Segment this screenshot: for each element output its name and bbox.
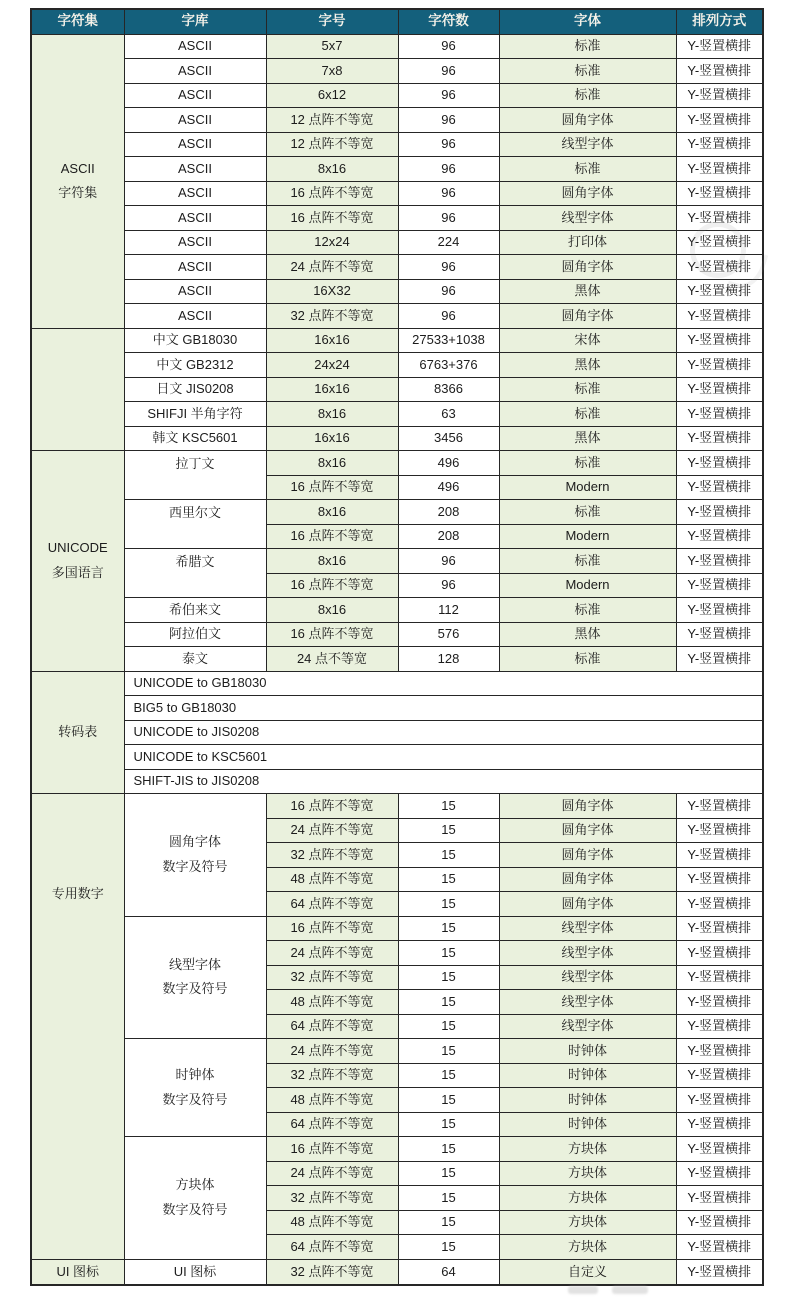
- table-row: [31, 59, 763, 84]
- table-row: [31, 622, 763, 647]
- lib-cell: SHIFJI 半角字符: [124, 402, 266, 427]
- count-cell: 96: [398, 255, 499, 280]
- size-cell: 16 点阵不等宽: [266, 206, 398, 231]
- count-cell: 15: [398, 1014, 499, 1039]
- arrangement-cell: Y-竖置横排: [676, 990, 763, 1015]
- size-cell: 5x7: [266, 34, 398, 59]
- arrangement-cell: Y-竖置横排: [676, 573, 763, 598]
- font-cell: 打印体: [499, 230, 676, 255]
- count-cell: 96: [398, 108, 499, 133]
- section-label-cell: UI 图标: [31, 1259, 124, 1285]
- table-row: [31, 769, 763, 794]
- count-cell: 15: [398, 794, 499, 819]
- arrangement-cell: Y-竖置横排: [676, 475, 763, 500]
- arrangement-cell: Y-竖置横排: [676, 622, 763, 647]
- table-row: [31, 132, 763, 157]
- arrangement-cell: Y-竖置横排: [676, 818, 763, 843]
- lib-cell: ASCII: [124, 181, 266, 206]
- font-cell: 标准: [499, 500, 676, 525]
- lib-cell: 希腊文: [124, 549, 266, 598]
- font-cell: 标准: [499, 157, 676, 182]
- size-cell: 32 点阵不等宽: [266, 1186, 398, 1211]
- size-cell: 8x16: [266, 500, 398, 525]
- font-cell: 标准: [499, 451, 676, 476]
- size-cell: 48 点阵不等宽: [266, 867, 398, 892]
- section-label-cell: 专用数字: [31, 794, 124, 1260]
- header-fontstyle: 字体: [499, 9, 676, 34]
- arrangement-cell: Y-竖置横排: [676, 500, 763, 525]
- size-cell: 16 点阵不等宽: [266, 1137, 398, 1162]
- arrangement-cell: Y-竖置横排: [676, 598, 763, 623]
- arrangement-cell: Y-竖置横排: [676, 549, 763, 574]
- count-cell: 15: [398, 965, 499, 990]
- count-cell: 15: [398, 843, 499, 868]
- font-cell: 黑体: [499, 279, 676, 304]
- table-row: [31, 916, 763, 941]
- font-cell: 标准: [499, 402, 676, 427]
- arrangement-cell: Y-竖置横排: [676, 353, 763, 378]
- size-cell: 16 点阵不等宽: [266, 573, 398, 598]
- arrangement-cell: Y-竖置横排: [676, 1259, 763, 1285]
- font-cell: 自定义: [499, 1259, 676, 1285]
- arrangement-cell: Y-竖置横排: [676, 1161, 763, 1186]
- arrangement-cell: Y-竖置横排: [676, 965, 763, 990]
- arrangement-cell: Y-竖置横排: [676, 1039, 763, 1064]
- lib-cell: ASCII: [124, 279, 266, 304]
- section-label-cell: 转码表: [31, 671, 124, 794]
- font-cell: 黑体: [499, 426, 676, 451]
- font-cell: 圆角字体: [499, 181, 676, 206]
- lib-cell: ASCII: [124, 304, 266, 329]
- table-row: [31, 745, 763, 770]
- font-cell: 标准: [499, 549, 676, 574]
- font-cell: 宋体: [499, 328, 676, 353]
- count-cell: 96: [398, 549, 499, 574]
- count-cell: 96: [398, 181, 499, 206]
- count-cell: 15: [398, 1063, 499, 1088]
- lib-cell: ASCII: [124, 108, 266, 133]
- table-row: [31, 304, 763, 329]
- size-cell: 7x8: [266, 59, 398, 84]
- table-row: [31, 279, 763, 304]
- arrangement-cell: Y-竖置横排: [676, 892, 763, 917]
- count-cell: 96: [398, 279, 499, 304]
- table-row: [31, 353, 763, 378]
- lib-cell: 泰文: [124, 647, 266, 672]
- table-row: [31, 34, 763, 59]
- count-cell: 15: [398, 1137, 499, 1162]
- font-cell: 圆角字体: [499, 304, 676, 329]
- font-cell: 线型字体: [499, 1014, 676, 1039]
- count-cell: 15: [398, 941, 499, 966]
- table-row: [31, 157, 763, 182]
- arrangement-cell: Y-竖置横排: [676, 34, 763, 59]
- table-row: [31, 230, 763, 255]
- lib-cell: 中文 GB2312: [124, 353, 266, 378]
- size-cell: 64 点阵不等宽: [266, 892, 398, 917]
- font-cell: 线型字体: [499, 941, 676, 966]
- size-cell: 12 点阵不等宽: [266, 108, 398, 133]
- watermark-smudge: [612, 1286, 648, 1294]
- lib-cell: 希伯来文: [124, 598, 266, 623]
- arrangement-cell: Y-竖置横排: [676, 402, 763, 427]
- table-row: [31, 206, 763, 231]
- table-row: [31, 83, 763, 108]
- table-row: [31, 696, 763, 721]
- font-cell: Modern: [499, 475, 676, 500]
- size-cell: 8x16: [266, 598, 398, 623]
- font-cell: 标准: [499, 377, 676, 402]
- table-row: [31, 794, 763, 819]
- header-fontlib: 字库: [124, 9, 266, 34]
- table-row: [31, 720, 763, 745]
- size-cell: 16x16: [266, 328, 398, 353]
- font-cell: 时钟体: [499, 1088, 676, 1113]
- header-charset: 字符集: [31, 9, 124, 34]
- count-cell: 576: [398, 622, 499, 647]
- size-cell: 16x16: [266, 426, 398, 451]
- font-cell: 圆角字体: [499, 867, 676, 892]
- size-cell: 24 点阵不等宽: [266, 1039, 398, 1064]
- font-cell: 时钟体: [499, 1039, 676, 1064]
- arrangement-cell: Y-竖置横排: [676, 157, 763, 182]
- count-cell: 96: [398, 157, 499, 182]
- count-cell: 96: [398, 132, 499, 157]
- lib-cell: ASCII: [124, 157, 266, 182]
- count-cell: 15: [398, 1039, 499, 1064]
- size-cell: 48 点阵不等宽: [266, 1210, 398, 1235]
- table-row: [31, 1039, 763, 1064]
- size-cell: 6x12: [266, 83, 398, 108]
- count-cell: 6763+376: [398, 353, 499, 378]
- lib-cell: ASCII: [124, 59, 266, 84]
- size-cell: 16 点阵不等宽: [266, 524, 398, 549]
- size-cell: 24 点阵不等宽: [266, 255, 398, 280]
- font-cell: 线型字体: [499, 132, 676, 157]
- size-cell: 16 点阵不等宽: [266, 916, 398, 941]
- table-row: [31, 1137, 763, 1162]
- count-cell: 15: [398, 916, 499, 941]
- count-cell: 224: [398, 230, 499, 255]
- header-charcount: 字符数: [398, 9, 499, 34]
- count-cell: 15: [398, 1186, 499, 1211]
- lib-cell: 西里尔文: [124, 500, 266, 549]
- transcode-cell: SHIFT-JIS to JIS0208: [124, 769, 763, 794]
- size-cell: 24 点不等宽: [266, 647, 398, 672]
- lib-cell: ASCII: [124, 132, 266, 157]
- font-cell: 线型字体: [499, 990, 676, 1015]
- lib-cell: 日文 JIS0208: [124, 377, 266, 402]
- arrangement-cell: Y-竖置横排: [676, 867, 763, 892]
- arrangement-cell: Y-竖置横排: [676, 1210, 763, 1235]
- arrangement-cell: Y-竖置横排: [676, 1186, 763, 1211]
- arrangement-cell: Y-竖置横排: [676, 1014, 763, 1039]
- size-cell: 12 点阵不等宽: [266, 132, 398, 157]
- count-cell: 96: [398, 34, 499, 59]
- size-cell: 16 点阵不等宽: [266, 475, 398, 500]
- count-cell: 15: [398, 892, 499, 917]
- arrangement-cell: Y-竖置横排: [676, 843, 763, 868]
- lib-cell: ASCII: [124, 255, 266, 280]
- count-cell: 128: [398, 647, 499, 672]
- count-cell: 3456: [398, 426, 499, 451]
- font-cell: 方块体: [499, 1161, 676, 1186]
- group-label-cell: 线型字体 数字及符号: [124, 916, 266, 1039]
- font-cell: 标准: [499, 59, 676, 84]
- size-cell: 24x24: [266, 353, 398, 378]
- font-cell: 方块体: [499, 1186, 676, 1211]
- size-cell: 64 点阵不等宽: [266, 1014, 398, 1039]
- size-cell: 8x16: [266, 451, 398, 476]
- lib-cell: 韩文 KSC5601: [124, 426, 266, 451]
- arrangement-cell: Y-竖置横排: [676, 255, 763, 280]
- size-cell: 16x16: [266, 377, 398, 402]
- font-spec-table: [30, 8, 764, 1286]
- size-cell: 32 点阵不等宽: [266, 1063, 398, 1088]
- arrangement-cell: Y-竖置横排: [676, 647, 763, 672]
- size-cell: 24 点阵不等宽: [266, 818, 398, 843]
- size-cell: 64 点阵不等宽: [266, 1112, 398, 1137]
- table-row: [31, 647, 763, 672]
- group-label-cell: 圆角字体 数字及符号: [124, 794, 266, 917]
- count-cell: 96: [398, 83, 499, 108]
- count-cell: 15: [398, 867, 499, 892]
- font-cell: 标准: [499, 598, 676, 623]
- header-fontsize: 字号: [266, 9, 398, 34]
- count-cell: 64: [398, 1259, 499, 1285]
- font-cell: 圆角字体: [499, 108, 676, 133]
- arrangement-cell: Y-竖置横排: [676, 377, 763, 402]
- table-row: [31, 328, 763, 353]
- font-cell: 方块体: [499, 1210, 676, 1235]
- transcode-cell: BIG5 to GB18030: [124, 696, 763, 721]
- arrangement-cell: Y-竖置横排: [676, 916, 763, 941]
- lib-cell: UI 图标: [124, 1259, 266, 1285]
- font-cell: 方块体: [499, 1137, 676, 1162]
- arrangement-cell: Y-竖置横排: [676, 794, 763, 819]
- size-cell: 32 点阵不等宽: [266, 304, 398, 329]
- count-cell: 96: [398, 304, 499, 329]
- lib-cell: ASCII: [124, 230, 266, 255]
- arrangement-cell: Y-竖置横排: [676, 1235, 763, 1260]
- font-cell: 线型字体: [499, 965, 676, 990]
- table-row: [31, 255, 763, 280]
- font-cell: 线型字体: [499, 206, 676, 231]
- arrangement-cell: Y-竖置横排: [676, 1137, 763, 1162]
- section-label-cell: [31, 328, 124, 451]
- arrangement-cell: Y-竖置横排: [676, 524, 763, 549]
- font-cell: Modern: [499, 524, 676, 549]
- count-cell: 63: [398, 402, 499, 427]
- font-cell: 方块体: [499, 1235, 676, 1260]
- font-cell: 时钟体: [499, 1112, 676, 1137]
- count-cell: 15: [398, 1210, 499, 1235]
- table-row: [31, 671, 763, 696]
- count-cell: 96: [398, 573, 499, 598]
- size-cell: 32 点阵不等宽: [266, 1259, 398, 1285]
- count-cell: 112: [398, 598, 499, 623]
- count-cell: 15: [398, 1161, 499, 1186]
- count-cell: 496: [398, 451, 499, 476]
- font-cell: 黑体: [499, 353, 676, 378]
- size-cell: 24 点阵不等宽: [266, 1161, 398, 1186]
- count-cell: 15: [398, 1235, 499, 1260]
- font-cell: 标准: [499, 647, 676, 672]
- size-cell: 64 点阵不等宽: [266, 1235, 398, 1260]
- lib-cell: 拉丁文: [124, 451, 266, 500]
- arrangement-cell: Y-竖置横排: [676, 1088, 763, 1113]
- size-cell: 16 点阵不等宽: [266, 181, 398, 206]
- arrangement-cell: Y-竖置横排: [676, 1112, 763, 1137]
- lib-cell: ASCII: [124, 83, 266, 108]
- size-cell: 16 点阵不等宽: [266, 622, 398, 647]
- size-cell: 32 点阵不等宽: [266, 965, 398, 990]
- font-cell: 圆角字体: [499, 818, 676, 843]
- size-cell: 16 点阵不等宽: [266, 794, 398, 819]
- lib-cell: 中文 GB18030: [124, 328, 266, 353]
- font-cell: Modern: [499, 573, 676, 598]
- arrangement-cell: Y-竖置横排: [676, 451, 763, 476]
- arrangement-cell: Y-竖置横排: [676, 941, 763, 966]
- arrangement-cell: Y-竖置横排: [676, 279, 763, 304]
- size-cell: 24 点阵不等宽: [266, 941, 398, 966]
- count-cell: 208: [398, 524, 499, 549]
- count-cell: 96: [398, 206, 499, 231]
- arrangement-cell: Y-竖置横排: [676, 230, 763, 255]
- arrangement-cell: Y-竖置横排: [676, 328, 763, 353]
- font-cell: 黑体: [499, 622, 676, 647]
- table-row: [31, 500, 763, 525]
- group-label-cell: 方块体 数字及符号: [124, 1137, 266, 1260]
- arrangement-cell: Y-竖置横排: [676, 108, 763, 133]
- section-label-cell: UNICODE 多国语言: [31, 451, 124, 672]
- size-cell: 48 点阵不等宽: [266, 990, 398, 1015]
- count-cell: 96: [398, 59, 499, 84]
- font-cell: 圆角字体: [499, 892, 676, 917]
- transcode-cell: UNICODE to JIS0208: [124, 720, 763, 745]
- table-row: [31, 108, 763, 133]
- count-cell: 496: [398, 475, 499, 500]
- arrangement-cell: Y-竖置横排: [676, 83, 763, 108]
- lib-cell: ASCII: [124, 206, 266, 231]
- table-row: [31, 598, 763, 623]
- transcode-cell: UNICODE to KSC5601: [124, 745, 763, 770]
- count-cell: 8366: [398, 377, 499, 402]
- arrangement-cell: Y-竖置横排: [676, 206, 763, 231]
- size-cell: 48 点阵不等宽: [266, 1088, 398, 1113]
- header-row: [31, 9, 763, 34]
- table-row: [31, 426, 763, 451]
- count-cell: 15: [398, 1088, 499, 1113]
- arrangement-cell: Y-竖置横排: [676, 181, 763, 206]
- lib-cell: ASCII: [124, 34, 266, 59]
- watermark-smudge: [568, 1286, 598, 1294]
- size-cell: 32 点阵不等宽: [266, 843, 398, 868]
- size-cell: 8x16: [266, 549, 398, 574]
- header-arrangement: 排列方式: [676, 9, 763, 34]
- size-cell: 8x16: [266, 402, 398, 427]
- table-row: [31, 549, 763, 574]
- font-cell: 圆角字体: [499, 794, 676, 819]
- count-cell: 208: [398, 500, 499, 525]
- transcode-cell: UNICODE to GB18030: [124, 671, 763, 696]
- arrangement-cell: Y-竖置横排: [676, 59, 763, 84]
- font-cell: 圆角字体: [499, 843, 676, 868]
- size-cell: 12x24: [266, 230, 398, 255]
- font-cell: 标准: [499, 34, 676, 59]
- table-header: [31, 9, 763, 34]
- table-row: [31, 451, 763, 476]
- font-cell: 标准: [499, 83, 676, 108]
- arrangement-cell: Y-竖置横排: [676, 304, 763, 329]
- group-label-cell: 时钟体 数字及符号: [124, 1039, 266, 1137]
- table-row: [31, 402, 763, 427]
- count-cell: 27533+1038: [398, 328, 499, 353]
- lib-cell: 阿拉伯文: [124, 622, 266, 647]
- font-cell: 圆角字体: [499, 255, 676, 280]
- table-row: [31, 1259, 763, 1285]
- table-body: [31, 34, 763, 1285]
- arrangement-cell: Y-竖置横排: [676, 426, 763, 451]
- size-cell: 8x16: [266, 157, 398, 182]
- table-row: [31, 181, 763, 206]
- section-label-cell: ASCII 字符集: [31, 34, 124, 328]
- size-cell: 16X32: [266, 279, 398, 304]
- arrangement-cell: Y-竖置横排: [676, 1063, 763, 1088]
- font-cell: 时钟体: [499, 1063, 676, 1088]
- arrangement-cell: Y-竖置横排: [676, 132, 763, 157]
- count-cell: 15: [398, 990, 499, 1015]
- table-row: [31, 377, 763, 402]
- count-cell: 15: [398, 818, 499, 843]
- count-cell: 15: [398, 1112, 499, 1137]
- font-cell: 线型字体: [499, 916, 676, 941]
